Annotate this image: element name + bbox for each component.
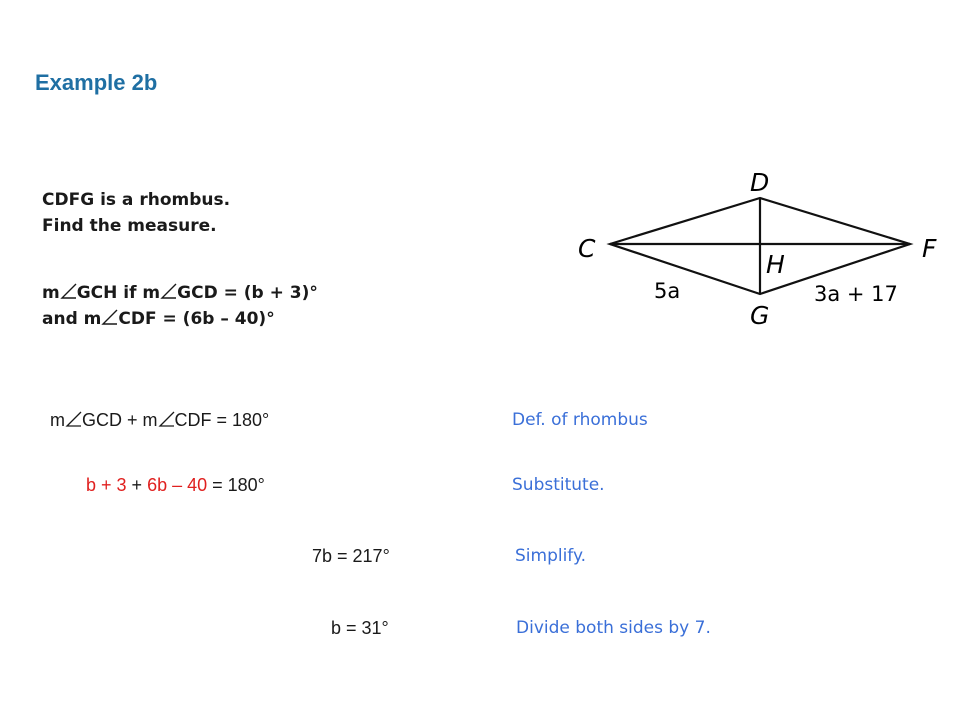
angle-symbol-icon	[60, 283, 77, 299]
step-3-reason: Simplify.	[515, 546, 587, 566]
angle-symbol-icon	[160, 283, 177, 299]
label-g: G	[750, 301, 770, 330]
plus-sign: +	[126, 475, 148, 495]
label-side-cg: 5a	[654, 279, 681, 303]
text-m: m	[50, 410, 65, 430]
text-cdf-sum: CDF = 180°	[174, 410, 270, 430]
equals-180: = 180°	[207, 475, 265, 495]
problem-question-line-1	[42, 283, 318, 303]
step-2-reason: Substitute.	[512, 475, 605, 495]
label-d: D	[750, 168, 770, 197]
rhombus-diagram	[570, 160, 950, 340]
text-m: m	[42, 283, 60, 303]
problem-statement-line-2: Find the measure.	[42, 216, 217, 236]
text-gcd: GCD = (b + 3)°	[177, 283, 318, 303]
label-c: C	[578, 234, 596, 263]
step-1-reason: Def. of rhombus	[512, 410, 648, 430]
problem-question-line-2	[42, 309, 275, 329]
page-title: Example 2b	[35, 70, 158, 95]
text-gcd-plus-m: GCD + m	[82, 410, 158, 430]
substituted-term-2: 6b – 40	[147, 475, 208, 495]
angle-symbol-icon	[101, 309, 118, 325]
substituted-term-1: b + 3	[86, 475, 127, 495]
angle-symbol-icon	[65, 411, 82, 427]
step-4-reason: Divide both sides by 7.	[516, 618, 711, 638]
text-gch: GCH if m	[76, 283, 161, 303]
label-h: H	[766, 250, 785, 279]
step-3-equation: 7b = 217°	[312, 546, 390, 566]
label-side-gf: 3a + 17	[814, 282, 898, 306]
text-cdf: CDF = (6b – 40)°	[118, 309, 275, 329]
problem-statement-line-1: CDFG is a rhombus.	[42, 190, 231, 210]
angle-symbol-icon	[158, 411, 175, 427]
step-1-equation	[50, 410, 269, 431]
label-f: F	[922, 234, 937, 263]
step-2-equation	[86, 475, 265, 496]
text-and-m: and m	[42, 309, 102, 329]
step-4-equation: b = 31°	[331, 618, 389, 638]
